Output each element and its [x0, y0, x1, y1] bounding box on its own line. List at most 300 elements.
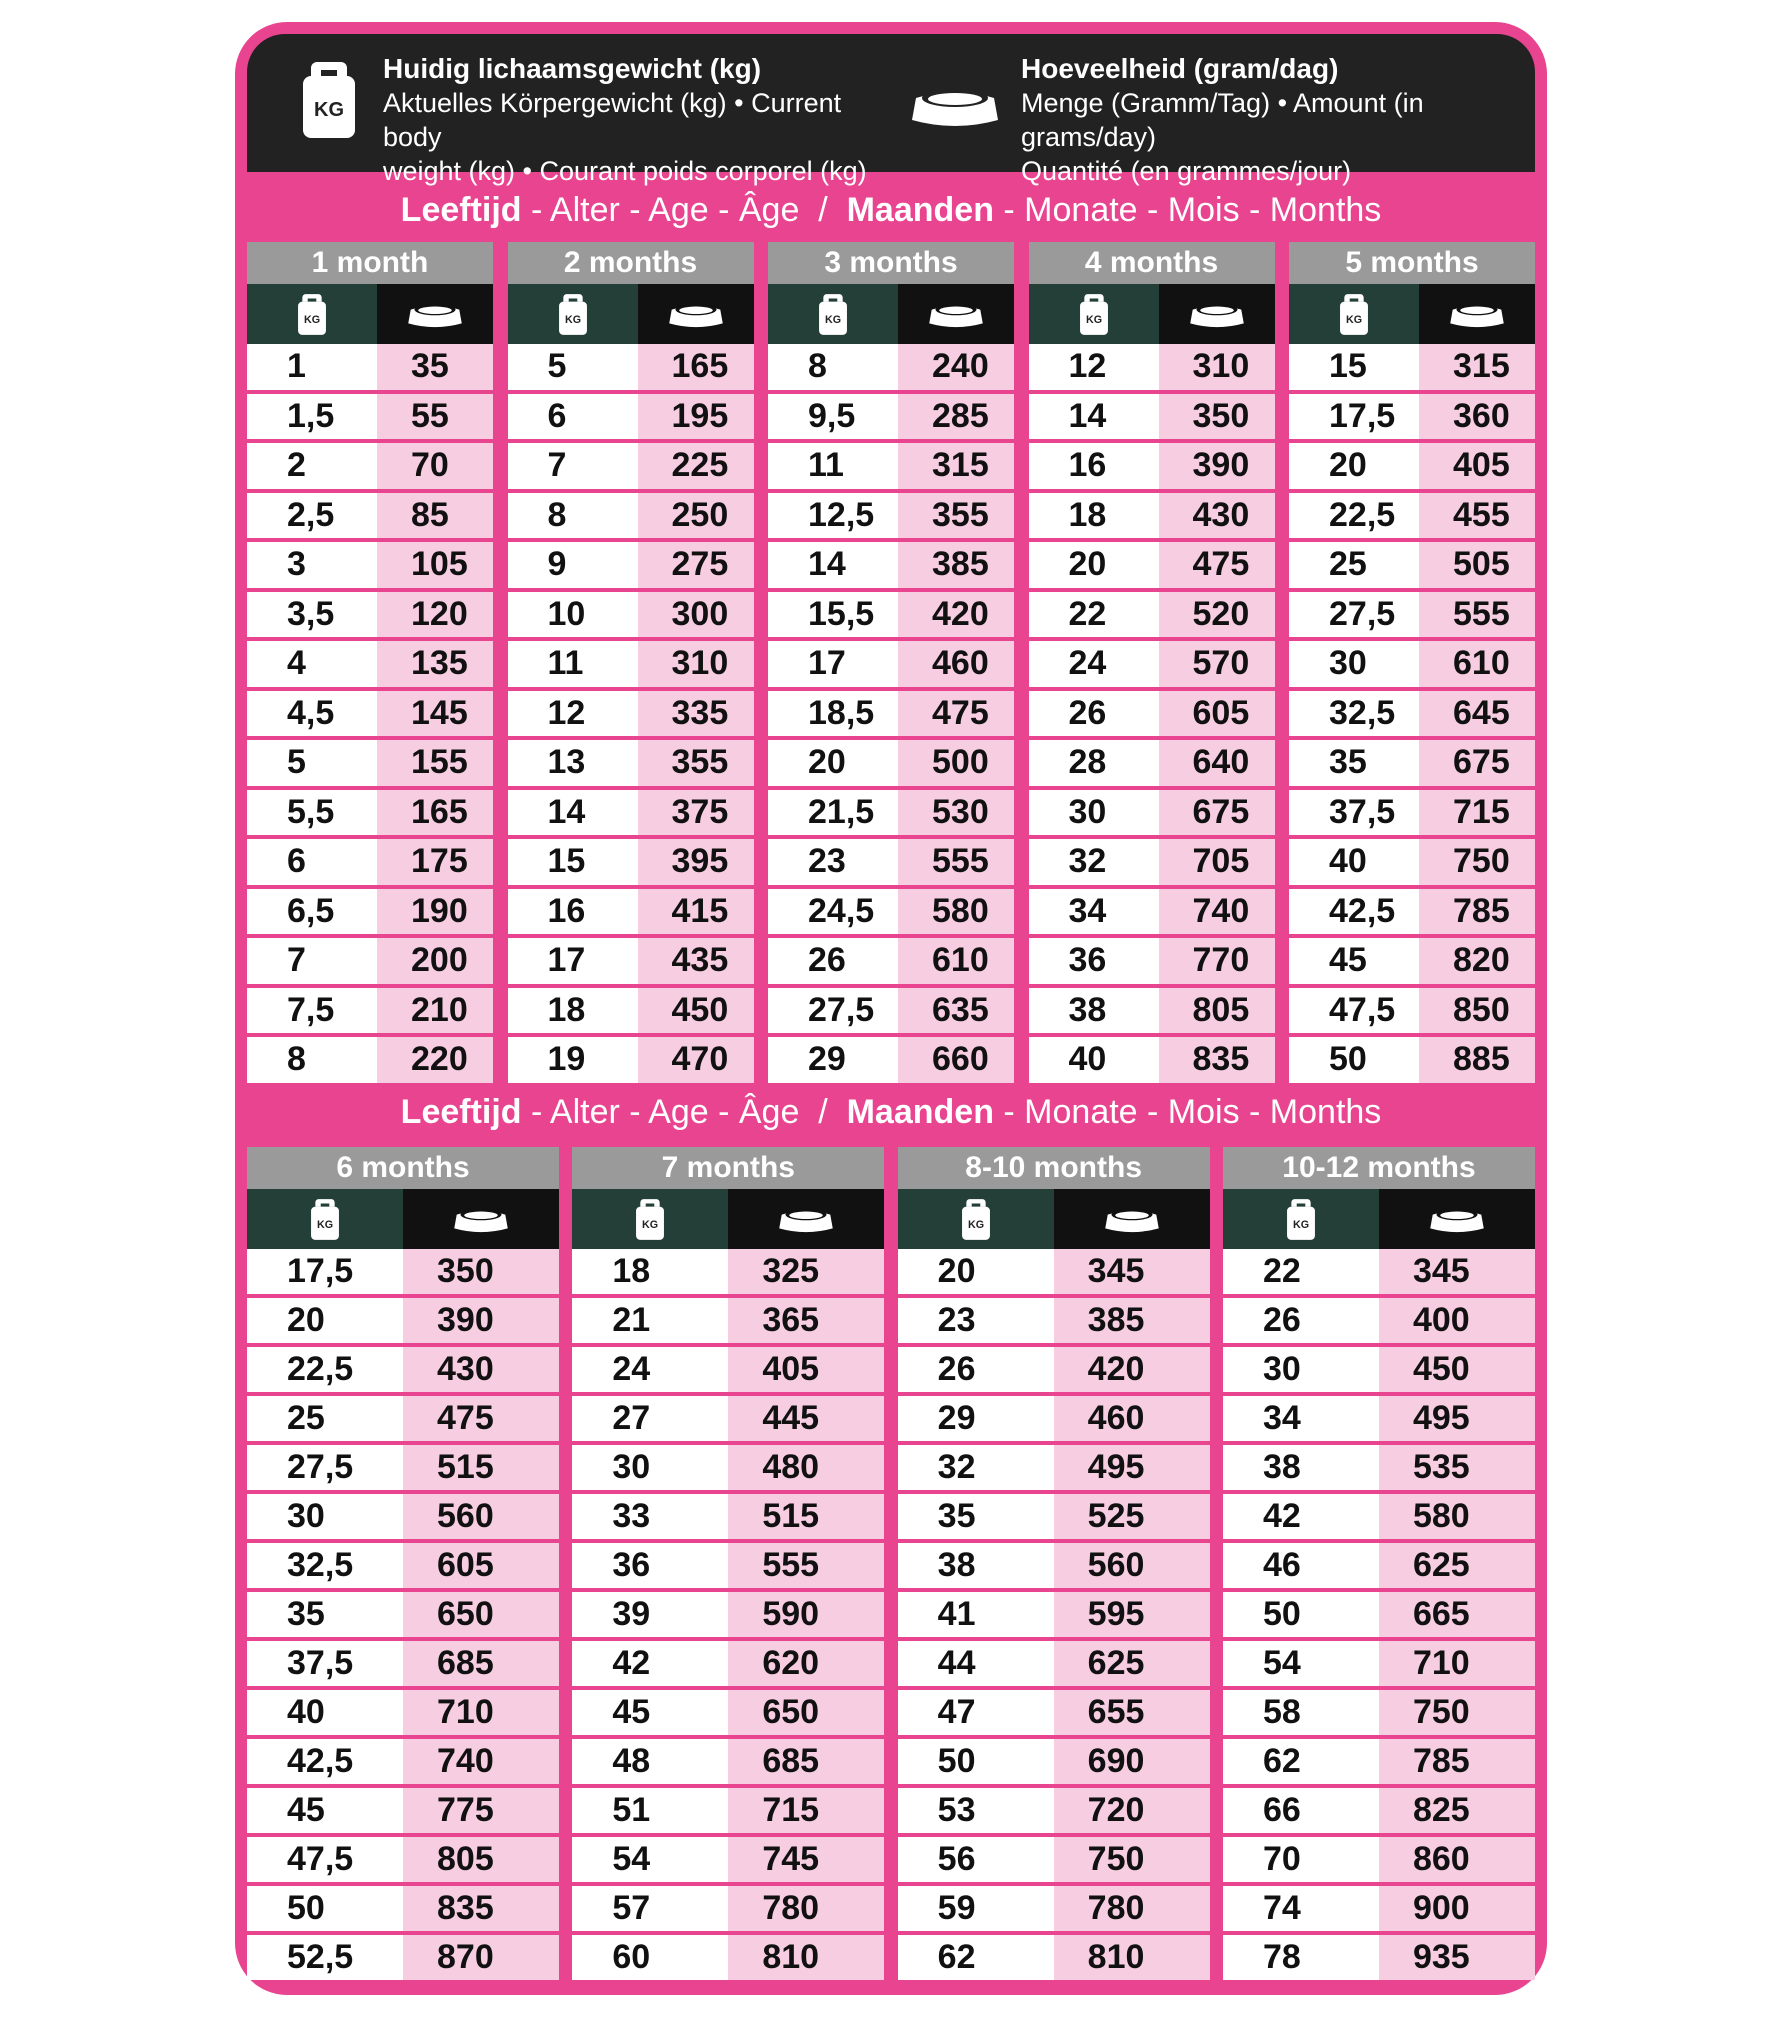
- table-row: [1223, 1739, 1535, 1784]
- amount-legend-line1: Menge (Gramm/Tag) • Amount (in grams/day): [1021, 88, 1424, 152]
- food-bowl-icon: [407, 298, 463, 330]
- weight-cell: 1,5: [247, 394, 377, 440]
- kg-icon-label: KG: [564, 314, 581, 327]
- table-row: [247, 493, 493, 539]
- weight-legend-title: Huidig lichaamsgewicht (kg): [383, 53, 762, 84]
- amount-cell: 935: [1379, 1935, 1535, 1980]
- amount-legend: [1021, 52, 1521, 188]
- weight-cell: 29: [898, 1396, 1054, 1441]
- table-row: [508, 790, 754, 836]
- amount-cell: 300: [638, 592, 754, 638]
- table-row: [572, 1690, 884, 1735]
- weight-cell: 22,5: [247, 1347, 403, 1392]
- months-label: Maanden: [846, 191, 994, 229]
- amount-cell: 445: [728, 1396, 884, 1441]
- weight-cell: 9: [508, 542, 638, 588]
- weight-cell: 13: [508, 740, 638, 786]
- age-column: [508, 242, 754, 1083]
- amount-cell: 610: [1419, 641, 1535, 687]
- weight-cell: 14: [1029, 394, 1159, 440]
- amount-cell: 315: [1419, 344, 1535, 390]
- amount-cell: 685: [403, 1641, 559, 1686]
- table-row: [1289, 839, 1535, 885]
- weight-cell: 51: [572, 1788, 728, 1833]
- amount-legend-title: Hoeveelheid (gram/dag): [1021, 53, 1339, 84]
- table-row: [898, 1347, 1210, 1392]
- amount-cell: 345: [1054, 1249, 1210, 1294]
- weight-icon-cell: [898, 1189, 1054, 1249]
- weight-cell: 32: [1029, 839, 1159, 885]
- kg-weight-icon: [556, 292, 590, 336]
- table-row: [1223, 1641, 1535, 1686]
- weight-cell: 56: [898, 1837, 1054, 1882]
- weight-cell: 54: [1223, 1641, 1379, 1686]
- column-icon-row: [1289, 284, 1535, 344]
- amount-cell: 555: [898, 839, 1014, 885]
- age-column: [1223, 1147, 1535, 1980]
- table-row: [508, 691, 754, 737]
- amount-cell: 620: [728, 1641, 884, 1686]
- age-column: [768, 242, 1014, 1083]
- table-row: [898, 1249, 1210, 1294]
- amount-cell: 780: [1054, 1886, 1210, 1931]
- weight-cell: 5: [247, 740, 377, 786]
- weight-cell: 34: [1029, 889, 1159, 935]
- months-label: Maanden: [846, 1093, 994, 1131]
- table-row: [247, 394, 493, 440]
- weight-cell: 35: [247, 1592, 403, 1637]
- amount-cell: 225: [638, 443, 754, 489]
- amount-cell: 805: [403, 1837, 559, 1882]
- table-row: [508, 740, 754, 786]
- weight-cell: 27,5: [768, 988, 898, 1034]
- table-row: [247, 1445, 559, 1490]
- kg-icon-label: KG: [316, 1219, 334, 1232]
- table-row: [247, 1690, 559, 1735]
- weight-cell: 52,5: [247, 1935, 403, 1980]
- amount-cell: 475: [1159, 542, 1275, 588]
- table-row: [898, 1592, 1210, 1637]
- age-column-header: 6 months: [247, 1147, 559, 1189]
- amount-cell: 665: [1379, 1592, 1535, 1637]
- kg-weight-icon: [633, 1197, 667, 1241]
- weight-cell: 2,5: [247, 493, 377, 539]
- amount-cell: 650: [728, 1690, 884, 1735]
- amount-cell: 660: [898, 1037, 1014, 1083]
- table-row: [1223, 1886, 1535, 1931]
- weight-cell: 36: [572, 1543, 728, 1588]
- amount-cell: 555: [1419, 592, 1535, 638]
- weight-cell: 40: [247, 1690, 403, 1735]
- kg-weight-icon: [295, 292, 329, 336]
- table-row: [247, 1935, 559, 1980]
- bowl-icon-cell: [403, 1189, 559, 1249]
- weight-cell: 62: [1223, 1739, 1379, 1784]
- amount-cell: 395: [638, 839, 754, 885]
- table-row: [247, 740, 493, 786]
- amount-cell: 520: [1159, 592, 1275, 638]
- table-row: [508, 443, 754, 489]
- weight-icon-cell: [1289, 284, 1419, 344]
- amount-cell: 350: [403, 1249, 559, 1294]
- amount-cell: 640: [1159, 740, 1275, 786]
- amount-cell: 165: [638, 344, 754, 390]
- amount-cell: 430: [1159, 493, 1275, 539]
- weight-cell: 20: [898, 1249, 1054, 1294]
- age-column-header: 3 months: [768, 242, 1014, 284]
- column-icon-row: [572, 1189, 884, 1249]
- amount-cell: 595: [1054, 1592, 1210, 1637]
- weight-cell: 45: [572, 1690, 728, 1735]
- months-translations: - Monate - Mois - Months: [993, 191, 1382, 229]
- weight-cell: 26: [1029, 691, 1159, 737]
- weight-cell: 16: [508, 889, 638, 935]
- table-row: [247, 1886, 559, 1931]
- table-row: [1223, 1788, 1535, 1833]
- weight-cell: 27,5: [1289, 592, 1419, 638]
- weight-cell: 20: [768, 740, 898, 786]
- weight-cell: 17: [508, 938, 638, 984]
- weight-cell: 22: [1029, 592, 1159, 638]
- table-row: [247, 839, 493, 885]
- weight-cell: 53: [898, 1788, 1054, 1833]
- amount-cell: 55: [377, 394, 493, 440]
- amount-cell: 315: [898, 443, 1014, 489]
- amount-cell: 515: [403, 1445, 559, 1490]
- table-row: [1289, 394, 1535, 440]
- table-row: [247, 1592, 559, 1637]
- amount-cell: 210: [377, 988, 493, 1034]
- amount-cell: 495: [1379, 1396, 1535, 1441]
- amount-cell: 785: [1419, 889, 1535, 935]
- kg-icon-label: KG: [303, 314, 321, 327]
- weight-cell: 14: [768, 542, 898, 588]
- table-row: [898, 1445, 1210, 1490]
- table-row: [768, 344, 1014, 390]
- food-bowl-icon: [910, 80, 1000, 130]
- amount-cell: 650: [403, 1592, 559, 1637]
- amount-cell: 495: [1054, 1445, 1210, 1490]
- table-row: [247, 1837, 559, 1882]
- table-row: [1029, 641, 1275, 687]
- amount-cell: 175: [377, 839, 493, 885]
- weight-cell: 34: [1223, 1396, 1379, 1441]
- age-label: Leeftijd: [400, 191, 522, 229]
- weight-cell: 8: [247, 1037, 377, 1083]
- weight-cell: 54: [572, 1837, 728, 1882]
- amount-cell: 120: [377, 592, 493, 638]
- amount-cell: 625: [1379, 1543, 1535, 1588]
- age-column-header: 2 months: [508, 242, 754, 284]
- weight-cell: 16: [1029, 443, 1159, 489]
- weight-cell: 12: [1029, 344, 1159, 390]
- amount-cell: 860: [1379, 1837, 1535, 1882]
- weight-cell: 18: [1029, 493, 1159, 539]
- table-row: [572, 1935, 884, 1980]
- table-row: [247, 443, 493, 489]
- amount-cell: 135: [377, 641, 493, 687]
- table-row: [768, 938, 1014, 984]
- table-row: [247, 1396, 559, 1441]
- amount-cell: 480: [728, 1445, 884, 1490]
- kg-weight-icon: [1284, 1197, 1318, 1241]
- table-row: [1289, 790, 1535, 836]
- amount-cell: 710: [403, 1690, 559, 1735]
- amount-legend-line2: Quantité (en grammes/jour): [1021, 156, 1352, 186]
- weight-legend-line2: weight (kg) • Courant poids corporel (kg): [383, 156, 867, 186]
- table-row: [572, 1641, 884, 1686]
- weight-cell: 18: [572, 1249, 728, 1294]
- weight-cell: 26: [1223, 1298, 1379, 1343]
- weight-cell: 26: [768, 938, 898, 984]
- amount-cell: 450: [638, 988, 754, 1034]
- weight-cell: 3,5: [247, 592, 377, 638]
- amount-cell: 460: [1054, 1396, 1210, 1441]
- amount-cell: 810: [1054, 1935, 1210, 1980]
- table-row: [508, 889, 754, 935]
- months-translations: - Monate - Mois - Months: [993, 1093, 1382, 1131]
- amount-cell: 355: [898, 493, 1014, 539]
- table-row: [898, 1935, 1210, 1980]
- weight-cell: 35: [1289, 740, 1419, 786]
- age-column: [1029, 242, 1275, 1083]
- amount-cell: 770: [1159, 938, 1275, 984]
- column-icon-row: [1029, 284, 1275, 344]
- weight-cell: 14: [508, 790, 638, 836]
- weight-cell: 40: [1029, 1037, 1159, 1083]
- table-row: [1029, 839, 1275, 885]
- table-row: [247, 1788, 559, 1833]
- section-title-bottom: [235, 1092, 1547, 1132]
- table-row: [898, 1739, 1210, 1784]
- weight-legend: [383, 52, 883, 188]
- weight-cell: 2: [247, 443, 377, 489]
- weight-cell: 42,5: [1289, 889, 1419, 935]
- table-row: [1289, 542, 1535, 588]
- weight-cell: 21: [572, 1298, 728, 1343]
- weight-cell: 25: [247, 1396, 403, 1441]
- weight-cell: 27: [572, 1396, 728, 1441]
- table-row: [898, 1788, 1210, 1833]
- amount-cell: 835: [403, 1886, 559, 1931]
- kg-icon-label: KG: [1085, 314, 1102, 327]
- feeding-table-top: [247, 242, 1535, 1083]
- amount-cell: 530: [898, 790, 1014, 836]
- kg-weight-icon: [816, 292, 850, 336]
- amount-cell: 750: [1054, 1837, 1210, 1882]
- amount-cell: 335: [638, 691, 754, 737]
- amount-cell: 720: [1054, 1788, 1210, 1833]
- table-row: [1223, 1837, 1535, 1882]
- table-row: [247, 1494, 559, 1539]
- table-row: [508, 938, 754, 984]
- amount-cell: 415: [638, 889, 754, 935]
- table-row: [1029, 691, 1275, 737]
- table-row: [768, 691, 1014, 737]
- weight-cell: 8: [768, 344, 898, 390]
- amount-cell: 190: [377, 889, 493, 935]
- kg-weight-icon: [299, 58, 359, 140]
- table-row: [247, 889, 493, 935]
- weight-cell: 40: [1289, 839, 1419, 885]
- amount-cell: 470: [638, 1037, 754, 1083]
- table-row: [1289, 938, 1535, 984]
- table-row: [1223, 1347, 1535, 1392]
- table-row: [572, 1837, 884, 1882]
- amount-cell: 400: [1379, 1298, 1535, 1343]
- weight-cell: 38: [1029, 988, 1159, 1034]
- amount-cell: 515: [728, 1494, 884, 1539]
- weight-cell: 30: [1223, 1347, 1379, 1392]
- table-row: [247, 988, 493, 1034]
- weight-icon-cell: [1223, 1189, 1379, 1249]
- table-row: [1223, 1592, 1535, 1637]
- weight-cell: 7: [508, 443, 638, 489]
- amount-cell: 165: [377, 790, 493, 836]
- amount-cell: 655: [1054, 1690, 1210, 1735]
- table-row: [572, 1445, 884, 1490]
- table-row: [768, 839, 1014, 885]
- food-bowl-icon: [453, 1203, 509, 1235]
- amount-cell: 690: [1054, 1739, 1210, 1784]
- age-translations: - Alter - Age - Âge /: [521, 191, 847, 229]
- weight-cell: 17,5: [1289, 394, 1419, 440]
- weight-cell: 11: [508, 641, 638, 687]
- age-column-header: 4 months: [1029, 242, 1275, 284]
- amount-cell: 710: [1379, 1641, 1535, 1686]
- column-icon-row: [1223, 1189, 1535, 1249]
- age-column-header: 8-10 months: [898, 1147, 1210, 1189]
- amount-cell: 580: [1379, 1494, 1535, 1539]
- weight-cell: 36: [1029, 938, 1159, 984]
- table-row: [768, 493, 1014, 539]
- table-row: [1289, 443, 1535, 489]
- age-column: [572, 1147, 884, 1980]
- amount-cell: 850: [1419, 988, 1535, 1034]
- weight-cell: 30: [572, 1445, 728, 1490]
- table-row: [247, 1347, 559, 1392]
- amount-cell: 635: [898, 988, 1014, 1034]
- kg-icon-label: KG: [967, 1219, 984, 1232]
- bowl-icon-cell: [1419, 284, 1535, 344]
- table-row: [1289, 641, 1535, 687]
- weight-cell: 8: [508, 493, 638, 539]
- amount-cell: 740: [1159, 889, 1275, 935]
- weight-cell: 45: [1289, 938, 1419, 984]
- table-row: [768, 1037, 1014, 1083]
- table-row: [247, 938, 493, 984]
- table-row: [1223, 1396, 1535, 1441]
- weight-cell: 70: [1223, 1837, 1379, 1882]
- table-row: [1029, 938, 1275, 984]
- weight-cell: 38: [1223, 1445, 1379, 1490]
- weight-icon-cell: [508, 284, 638, 344]
- amount-cell: 535: [1379, 1445, 1535, 1490]
- amount-cell: 420: [1054, 1347, 1210, 1392]
- age-column: [247, 1147, 559, 1980]
- bowl-icon-cell: [1054, 1189, 1210, 1249]
- amount-cell: 685: [728, 1739, 884, 1784]
- weight-cell: 22,5: [1289, 493, 1419, 539]
- weight-cell: 47: [898, 1690, 1054, 1735]
- table-row: [572, 1249, 884, 1294]
- bowl-icon-cell: [638, 284, 754, 344]
- table-row: [768, 988, 1014, 1034]
- table-row: [247, 344, 493, 390]
- table-row: [508, 493, 754, 539]
- amount-cell: 275: [638, 542, 754, 588]
- amount-cell: 375: [638, 790, 754, 836]
- weight-cell: 41: [898, 1592, 1054, 1637]
- table-row: [1223, 1445, 1535, 1490]
- weight-icon-cell: [768, 284, 898, 344]
- weight-cell: 23: [898, 1298, 1054, 1343]
- amount-cell: 385: [898, 542, 1014, 588]
- weight-cell: 32,5: [247, 1543, 403, 1588]
- age-column: [247, 242, 493, 1083]
- table-row: [508, 1037, 754, 1083]
- amount-cell: 775: [403, 1788, 559, 1833]
- weight-cell: 29: [768, 1037, 898, 1083]
- weight-cell: 23: [768, 839, 898, 885]
- table-row: [1223, 1935, 1535, 1980]
- weight-cell: 37,5: [247, 1641, 403, 1686]
- food-bowl-icon: [1429, 1203, 1485, 1235]
- weight-cell: 5: [508, 344, 638, 390]
- table-row: [1289, 691, 1535, 737]
- amount-cell: 220: [377, 1037, 493, 1083]
- weight-icon-cell: [247, 1189, 403, 1249]
- amount-cell: 365: [728, 1298, 884, 1343]
- weight-cell: 18,5: [768, 691, 898, 737]
- weight-cell: 21,5: [768, 790, 898, 836]
- weight-cell: 38: [898, 1543, 1054, 1588]
- amount-cell: 200: [377, 938, 493, 984]
- table-row: [508, 988, 754, 1034]
- amount-cell: 820: [1419, 938, 1535, 984]
- weight-cell: 50: [247, 1886, 403, 1931]
- food-bowl-icon: [668, 298, 724, 330]
- table-row: [1223, 1298, 1535, 1343]
- age-column-header: 10-12 months: [1223, 1147, 1535, 1189]
- table-row: [768, 394, 1014, 440]
- table-row: [898, 1543, 1210, 1588]
- amount-cell: 605: [1159, 691, 1275, 737]
- amount-cell: 455: [1419, 493, 1535, 539]
- amount-cell: 405: [728, 1347, 884, 1392]
- amount-cell: 155: [377, 740, 493, 786]
- weight-cell: 17,5: [247, 1249, 403, 1294]
- weight-cell: 39: [572, 1592, 728, 1637]
- weight-cell: 20: [247, 1298, 403, 1343]
- kg-weight-icon: [308, 1197, 342, 1241]
- amount-cell: 560: [1054, 1543, 1210, 1588]
- weight-cell: 4: [247, 641, 377, 687]
- weight-cell: 24: [1029, 641, 1159, 687]
- table-row: [508, 839, 754, 885]
- weight-cell: 1: [247, 344, 377, 390]
- table-row: [768, 790, 1014, 836]
- table-row: [247, 542, 493, 588]
- table-row: [508, 641, 754, 687]
- table-row: [1029, 740, 1275, 786]
- table-row: [898, 1396, 1210, 1441]
- amount-cell: 740: [403, 1739, 559, 1784]
- weight-cell: 10: [508, 592, 638, 638]
- weight-icon-cell: [1029, 284, 1159, 344]
- weight-cell: 59: [898, 1886, 1054, 1931]
- weight-cell: 7: [247, 938, 377, 984]
